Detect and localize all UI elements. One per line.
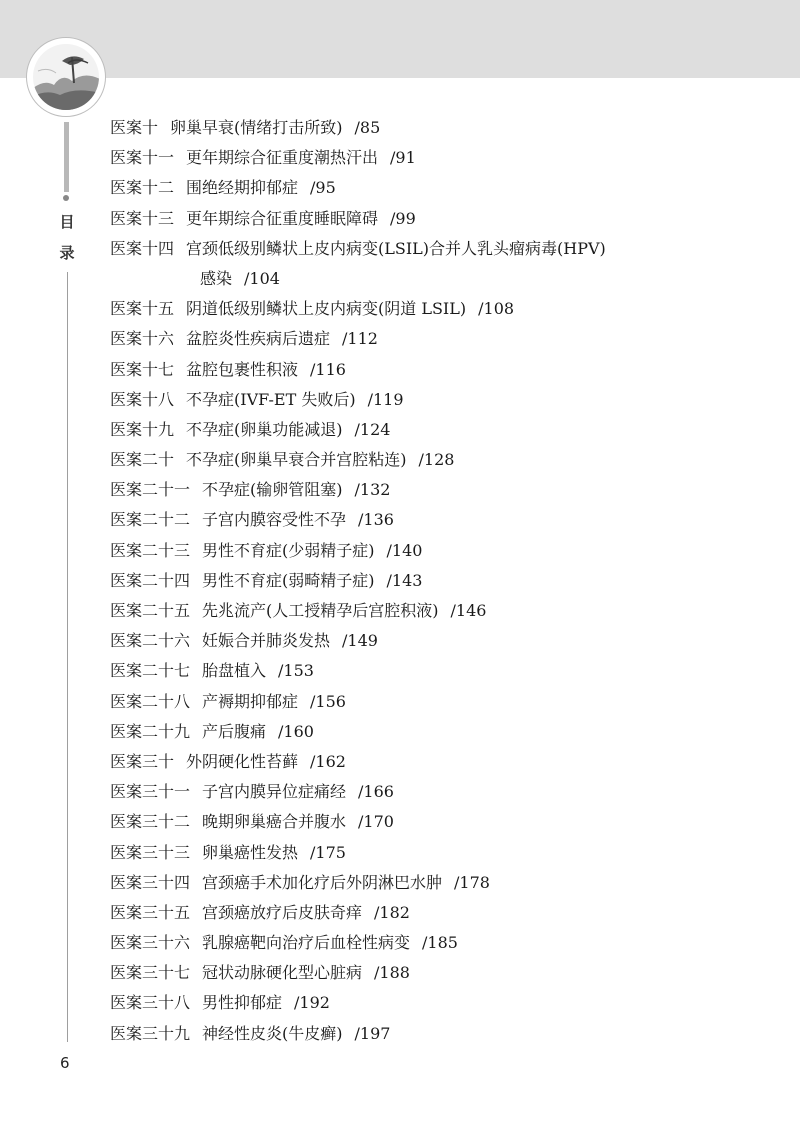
toc-entry[interactable] — [110, 385, 770, 415]
sidebar-rule — [67, 272, 68, 1042]
toc-entry[interactable] — [110, 566, 770, 596]
case-number: 医案十七 — [110, 359, 175, 379]
toc-entry[interactable] — [110, 626, 770, 656]
toc-entry[interactable] — [110, 838, 770, 868]
toc-entry[interactable] — [110, 898, 770, 928]
case-title-continuation — [110, 264, 770, 294]
case-title: 产褥期抑郁症 — [202, 691, 299, 711]
toc-entry[interactable] — [110, 234, 770, 294]
case-title: 更年期综合征重度潮热汗出 — [186, 148, 379, 168]
case-title: 男性不育症(弱畸精子症) — [202, 570, 375, 590]
sidebar-label-mu: 目 — [59, 213, 75, 231]
toc-entry[interactable] — [110, 777, 770, 807]
landscape-medallion — [26, 37, 106, 117]
page-reference: /182 — [374, 902, 410, 922]
case-title: 更年期综合征重度睡眠障碍 — [186, 208, 379, 228]
toc-entry[interactable] — [110, 475, 770, 505]
case-title: 不孕症(卵巢功能减退) — [186, 419, 343, 439]
toc-entry[interactable] — [110, 536, 770, 566]
case-number: 医案二十五 — [110, 601, 191, 621]
case-title-continuation-text: 感染 — [200, 268, 233, 288]
case-title: 子宫内膜异位症痛经 — [202, 782, 347, 802]
case-title: 卵巢癌性发热 — [202, 842, 299, 862]
case-number: 医案三十三 — [110, 842, 191, 862]
case-number: 医案十一 — [110, 148, 175, 168]
case-title: 妊娠合并肺炎发热 — [202, 631, 331, 651]
page-reference: /104 — [244, 268, 280, 288]
toc-entry[interactable] — [110, 143, 770, 173]
case-title: 阴道低级别鳞状上皮内病变(阴道 LSIL) — [186, 299, 467, 319]
page-reference: /128 — [418, 450, 455, 470]
page-reference: /146 — [450, 601, 487, 621]
case-title: 外阴硬化性苔藓 — [186, 751, 299, 771]
case-number: 医案二十八 — [110, 691, 191, 711]
toc-entry[interactable] — [110, 656, 770, 686]
case-title: 不孕症(输卵管阻塞) — [202, 480, 343, 500]
case-number: 医案三十二 — [110, 812, 191, 832]
toc-entry[interactable] — [110, 445, 770, 475]
toc-entry[interactable] — [110, 717, 770, 747]
toc-entry[interactable] — [110, 505, 770, 535]
case-number: 医案二十四 — [110, 570, 191, 590]
case-number: 医案十 — [110, 118, 159, 137]
toc-entry[interactable] — [110, 928, 770, 958]
case-title: 冠状动脉硬化型心脏病 — [202, 963, 363, 983]
case-number: 医案三十五 — [110, 902, 191, 922]
case-title: 不孕症(卵巢早衰合并宫腔粘连) — [186, 450, 407, 470]
page-reference: /160 — [278, 721, 314, 741]
case-number: 医案二十二 — [110, 510, 191, 530]
case-title: 子宫内膜容受性不孕 — [202, 510, 347, 530]
page-reference: /170 — [358, 812, 394, 832]
toc-entry[interactable] — [110, 204, 770, 234]
sidebar-accent-bar — [64, 122, 69, 192]
toc-entry[interactable] — [110, 596, 770, 626]
case-number: 医案十八 — [110, 389, 175, 409]
page-reference: /116 — [310, 359, 346, 379]
page-reference: /85 — [354, 118, 381, 137]
page-reference: /178 — [454, 872, 490, 892]
case-number: 医案二十 — [110, 450, 175, 470]
page-reference: /124 — [354, 419, 391, 439]
case-number: 医案二十七 — [110, 661, 191, 681]
page-reference: /119 — [367, 389, 404, 409]
case-number: 医案三十七 — [110, 963, 191, 983]
case-number: 医案十九 — [110, 419, 175, 439]
case-number: 医案十三 — [110, 208, 175, 228]
page-reference: /162 — [310, 751, 346, 771]
case-number: 医案十四 — [110, 238, 175, 258]
landscape-painting-icon — [32, 43, 100, 111]
page-reference: /192 — [294, 993, 330, 1013]
page-reference: /112 — [342, 329, 378, 349]
case-number: 医案三十九 — [110, 1023, 191, 1043]
case-title: 盆腔包裹性积液 — [186, 359, 299, 379]
page-reference: /149 — [342, 631, 378, 651]
toc-entry[interactable] — [110, 173, 770, 203]
toc-entry[interactable] — [110, 355, 770, 385]
case-title: 围绝经期抑郁症 — [186, 178, 299, 198]
sidebar-dot — [63, 195, 69, 201]
header-band — [0, 0, 800, 78]
case-number: 医案二十三 — [110, 540, 191, 560]
case-number: 医案二十九 — [110, 721, 191, 741]
toc-entry[interactable] — [110, 324, 770, 354]
sidebar-label-lu: 录 — [59, 244, 75, 262]
case-title: 乳腺癌靶向治疗后血栓性病变 — [202, 933, 411, 953]
table-of-contents — [110, 113, 770, 1049]
case-title: 先兆流产(人工授精孕后宫腔积液) — [202, 601, 439, 621]
page-reference: /185 — [422, 933, 458, 953]
case-title: 产后腹痛 — [202, 721, 267, 741]
case-title: 男性不育症(少弱精子症) — [202, 540, 375, 560]
toc-entry[interactable] — [110, 747, 770, 777]
toc-entry[interactable] — [110, 868, 770, 898]
page-reference: /136 — [358, 510, 394, 530]
page-reference: /197 — [354, 1023, 391, 1043]
case-title: 男性抑郁症 — [202, 993, 283, 1013]
page-reference: /95 — [310, 178, 336, 198]
case-number: 医案十五 — [110, 299, 175, 319]
page-reference: /153 — [278, 661, 314, 681]
toc-entry[interactable] — [110, 1019, 770, 1049]
case-number: 医案三十 — [110, 751, 175, 771]
toc-entry[interactable] — [110, 113, 770, 143]
page-reference: /99 — [390, 208, 416, 228]
toc-entry[interactable] — [110, 988, 770, 1018]
page-reference: /156 — [310, 691, 346, 711]
case-number: 医案二十六 — [110, 631, 191, 651]
toc-entry[interactable] — [110, 294, 770, 324]
case-number: 医案三十一 — [110, 782, 191, 802]
case-number: 医案十二 — [110, 178, 175, 198]
case-title: 宫颈癌放疗后皮肤奇痒 — [202, 902, 363, 922]
case-title: 盆腔炎性疾病后遗症 — [186, 329, 331, 349]
page-reference: /143 — [386, 570, 423, 590]
case-number: 医案二十一 — [110, 480, 191, 500]
case-number: 医案三十六 — [110, 933, 191, 953]
case-title: 不孕症(IVF-ET 失败后) — [186, 389, 356, 409]
toc-entry[interactable] — [110, 415, 770, 445]
page-reference: /140 — [386, 540, 423, 560]
page-reference: /108 — [478, 299, 515, 319]
case-title: 晚期卵巢癌合并腹水 — [202, 812, 347, 832]
toc-entry[interactable] — [110, 807, 770, 837]
page-reference: /91 — [390, 148, 416, 168]
case-title: 宫颈低级别鳞状上皮内病变(LSIL)合并人乳头瘤病毒(HPV) — [186, 238, 606, 258]
case-title: 卵巢早衰(情绪打击所致) — [170, 118, 343, 137]
case-number: 医案三十八 — [110, 993, 191, 1013]
case-number: 医案三十四 — [110, 872, 191, 892]
case-title: 胎盘植入 — [202, 661, 267, 681]
page-reference: /188 — [374, 963, 410, 983]
case-title: 宫颈癌手术加化疗后外阴淋巴水肿 — [202, 872, 443, 892]
toc-entry[interactable] — [110, 958, 770, 988]
page-reference: /132 — [354, 480, 391, 500]
case-number: 医案十六 — [110, 329, 175, 349]
case-title: 神经性皮炎(牛皮癣) — [202, 1023, 343, 1043]
toc-entry[interactable] — [110, 687, 770, 717]
page-number: 6 — [60, 1054, 70, 1072]
page-reference: /166 — [358, 782, 394, 802]
page-reference: /175 — [310, 842, 346, 862]
